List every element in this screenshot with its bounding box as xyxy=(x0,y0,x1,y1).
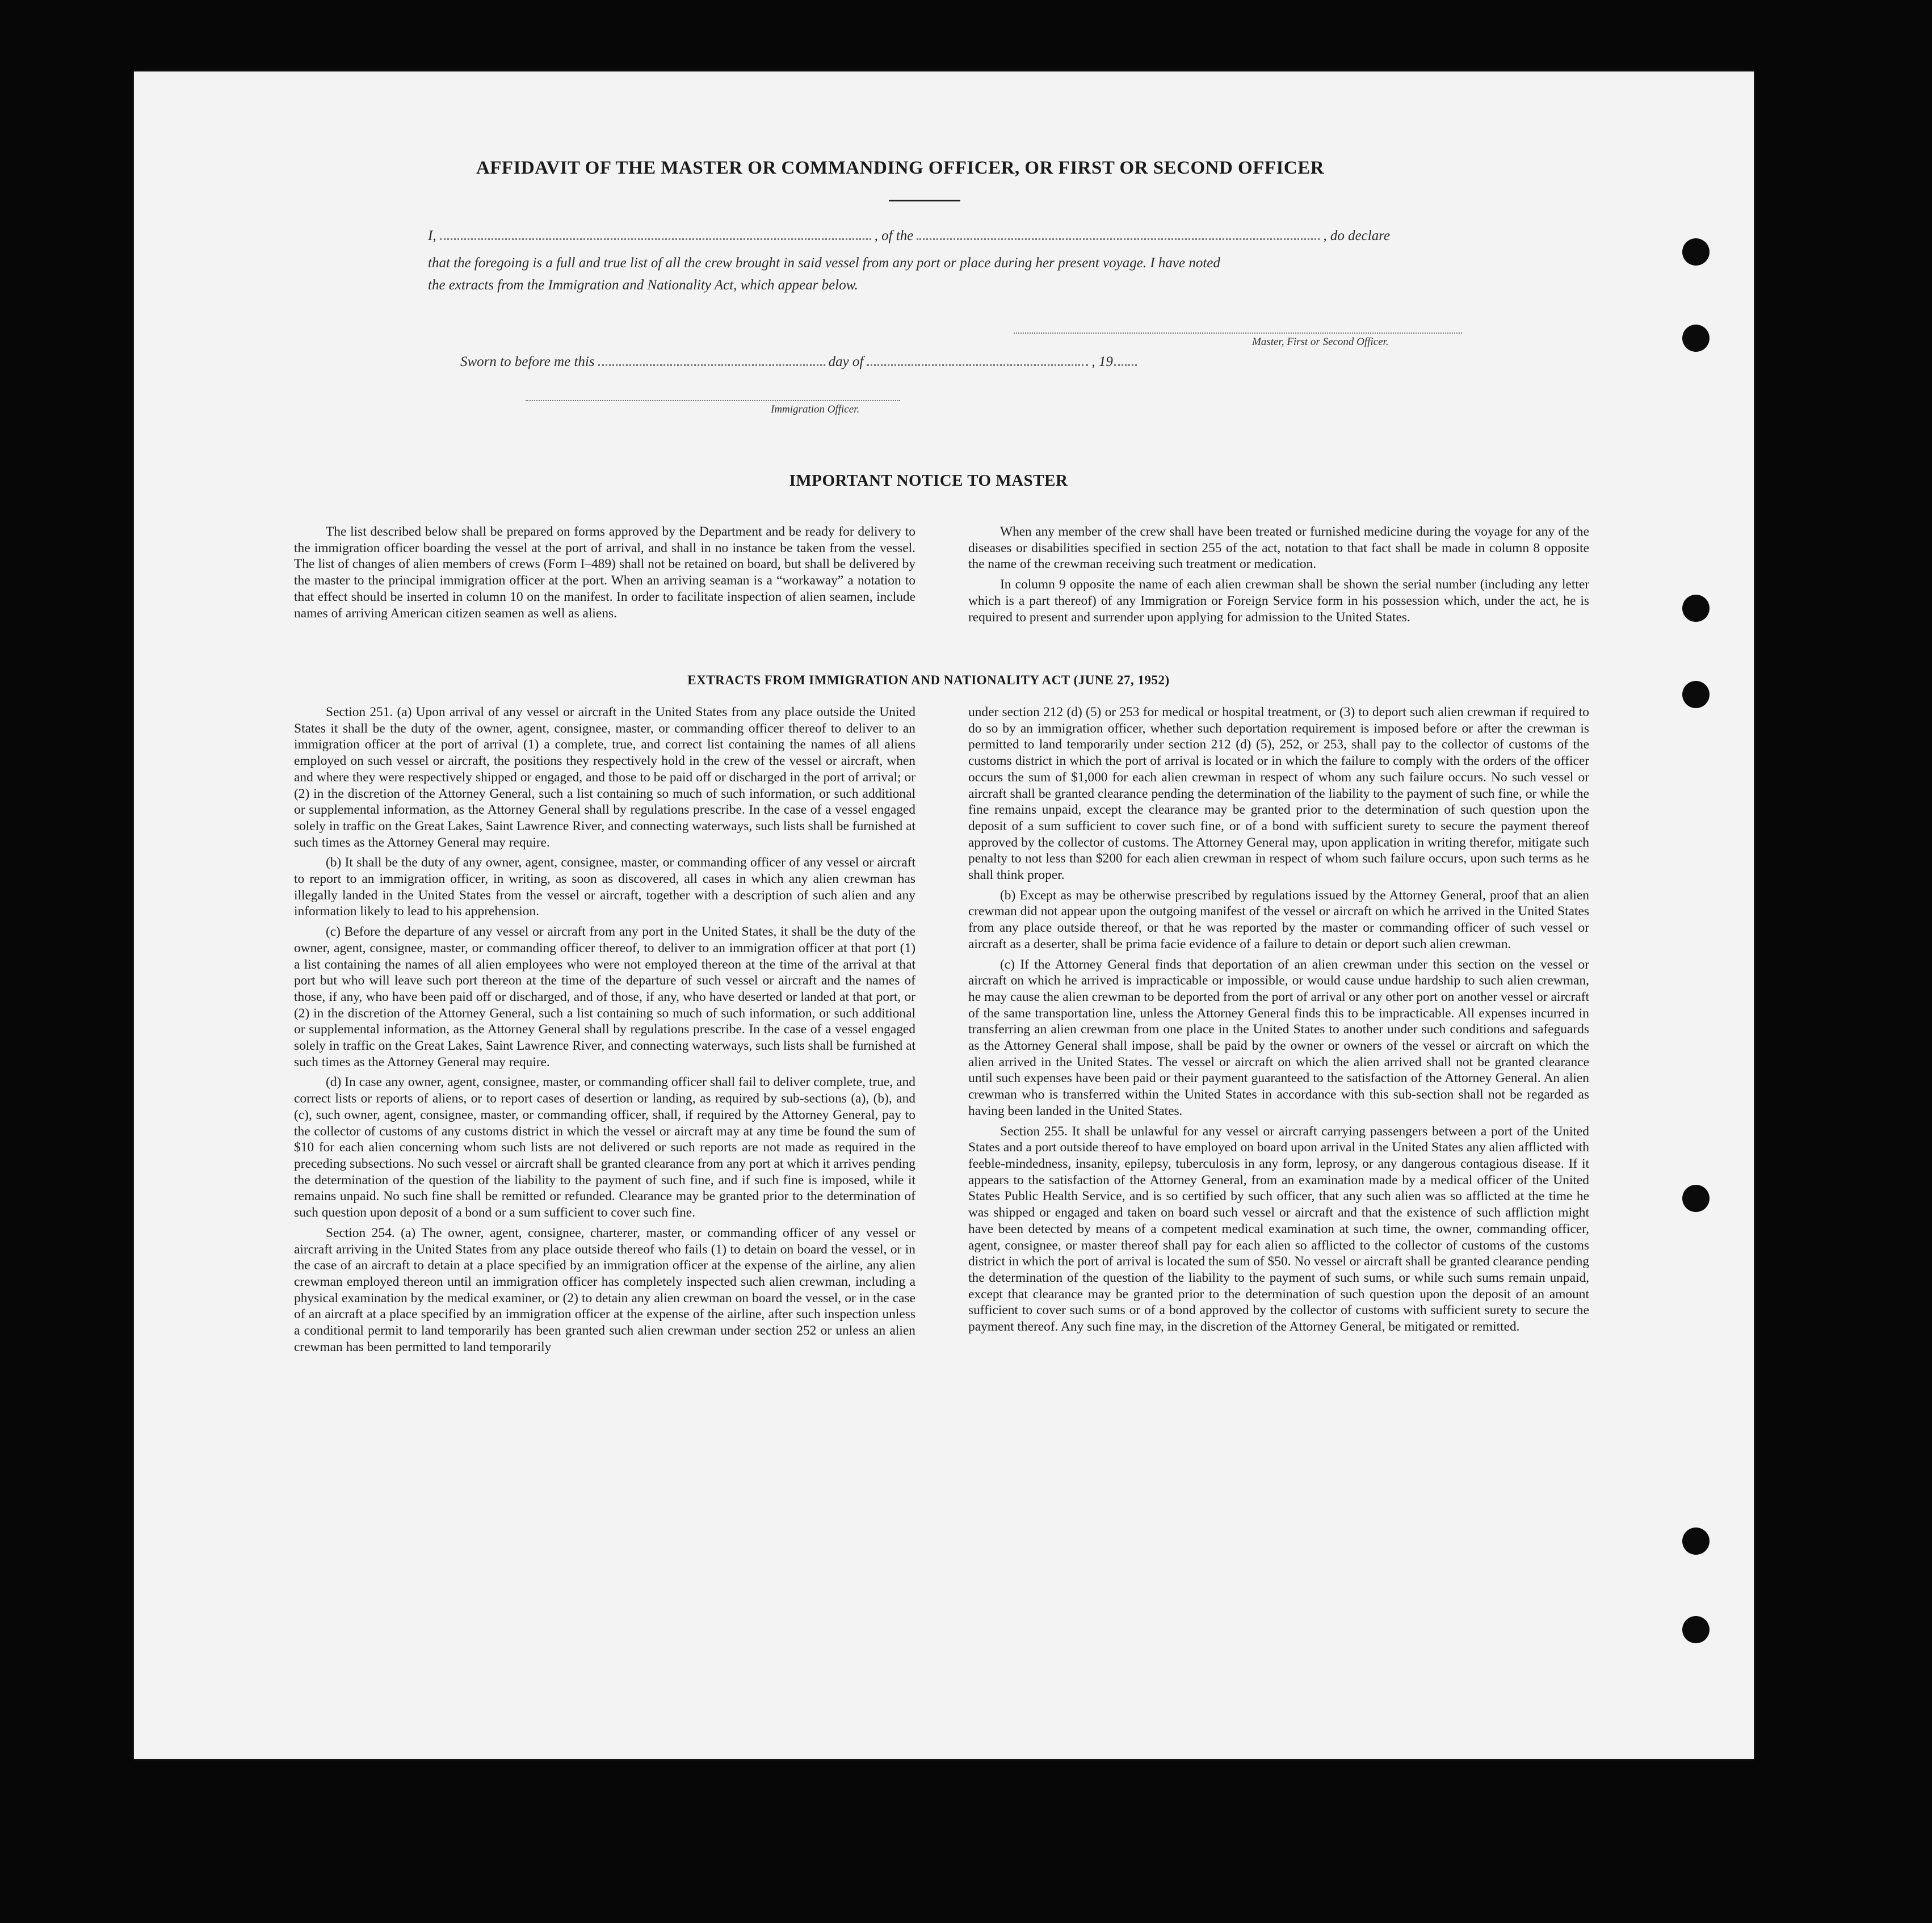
section-paragraph: (b) Except as may be otherwise prescribed by regulations issued by the Attorney General, proof that an alien crewman did not appear upon the outgoing manifest of the vessel or aircraft on which he arrived in the United States from any place outside thereof, or that he was reported by the master or commanding officer of such vessel or aircraft as a deserter, shall be prima facie evidence of a failure to detain or deport such alien crewman. xyxy=(968,887,1589,952)
section-paragraph: (b) It shall be the duty of any owner, agent, consignee, master, or commanding officer of any vessel or aircraft to report to an immigration officer, in writing, as soon as discovered, all cases in which any alien crewman has illegally landed in the United States from the vessel or aircraft, together with a description of such alien and any information likely to lead to his apprehension. xyxy=(294,855,915,919)
section-paragraph: Section 255. It shall be unlawful for any vessel or aircraft carrying passengers between a port of the United States and a port outside thereof to have employed on board upon arrival in the United States any alien afflicted with feeble-mindedness, insanity, epilepsy, tuberculosis in any form, leprosy, or any dangerous contagious disease. If it appears to the satisfaction of the Attorney General, from an examination made by a medical officer of the United States Public Health Service, and is so certified by such officer, that any such alien was so afflicted at the time he was shipped or engaged and taken on board such vessel or aircraft and that the existence of such affliction might have been detected by means of a competent medical examination at such time, the owner, commanding officer, agent, consignee, or master thereof shall pay for each alien so afflicted to the collector of customs of the customs district in which the port of arrival is located the sum of $50. No vessel or aircraft shall be granted clearance pending the determination of the question of the liability to the payment of such sums, or while such sums remain unpaid, except that clearance may be granted prior to the determination of such question upon the deposit of an amount sufficient to cover such sums or of a bond approved by the collector of customs with sufficient surety to secure the payment thereof. Any such fine may, in the discretion of the Attorney General, be mitigated or remitted. xyxy=(968,1123,1589,1335)
notice-title: IMPORTANT NOTICE TO MASTER xyxy=(789,472,1068,490)
master-signature-line xyxy=(1014,333,1462,334)
name-blank xyxy=(440,238,871,240)
day-blank xyxy=(598,364,825,366)
punch-hole xyxy=(1682,1185,1710,1212)
section-paragraph: Section 251. (a) Upon arrival of any vessel or aircraft in the United States from any place outside the United States it shall be the duty of the owner, agent, consignee, master, or commanding officer thereof to deliver to an immigration officer at the port of arrival (1) a complete, true, and correct list containing the names of all aliens employed on such vessel or aircraft, the positions they respectively hold in the crew of the vessel or aircraft, when and where they were respectively shipped or engaged, and those to be paid off or discharged in the port of arrival; or (2) in the discretion of the Attorney General, such a list containing so much of such information, or such additional or supplemental information, as the Attorney General shall by regulations prescribe. In the case of a vessel engaged solely in traffic on the Great Lakes, Saint Lawrence River, and connecting waterways, such lists shall be furnished at such times as the Attorney General may require. xyxy=(294,705,915,850)
section-paragraph: (c) Before the departure of any vessel or aircraft from any port in the United States, it shall be the duty of the owner, agent, consignee, master, or commanding officer thereof, to deliver to an immigration officer at that port (1) a list containing the names of all alien employees who were not employed thereon at the time of the arrival at that port but who will leave such port thereon at the time of the departure of such vessel or aircraft and the names of those, if any, who have been paid off or discharged, and of those, if any, who have deserted or landed at that port, or (2) in the discretion of the Attorney General, such a list containing so much of such information, or such additional or supplemental information, as the Attorney General shall by regulations prescribe. In the case of a vessel engaged solely in traffic on the Great Lakes, Saint Lawrence River, and connecting waterways, such lists shall be furnished at such times as the Attorney General may require. xyxy=(294,924,915,1070)
notice-paragraph: In column 9 opposite the name of each alien crewman shall be shown the serial number (including any letter which is a part thereof) of any Immigration or Foreign Service form in his possession which, under the act, he is required to present and surrender upon applying for admission to the United States. xyxy=(968,577,1589,625)
punch-hole xyxy=(1682,1528,1710,1555)
extracts-left-column xyxy=(294,704,915,1355)
affidavit-declare: , do declare xyxy=(1323,228,1391,243)
affidavit-declaration-line xyxy=(428,228,1390,244)
punch-hole xyxy=(1682,238,1710,266)
year-text: , 19 xyxy=(1091,354,1113,369)
affidavit-line-2: that the foregoing is a full and true list of all the crew brought in said vessel from any port or place during her present voyage. I have noted xyxy=(428,255,1220,271)
extracts-title: EXTRACTS FROM IMMIGRATION AND NATIONALITY ACT (JUNE 27, 1952) xyxy=(687,673,1170,687)
master-signature-label: Master, First or Second Officer. xyxy=(1252,336,1389,348)
section-paragraph: under section 212 (d) (5) or 253 for medical or hospital treatment, or (3) to deport such alien crewman if required to do so by an immigration officer, whether such deportation requirement is imposed before or after the crewman is permitted to land temporarily under section 212 (d) (5), 252, or 253, shall pay to the collector of customs of the customs district in which the port of arrival is located or in which the failure to comply with the orders of the officer occurs the sum of $1,000 for each alien crewman in respect of whom any such failure occurs. No such vessel or aircraft shall be granted clearance pending the determination of the liability to the payment of such fine, or while the fine remains unpaid, except the clearance may be granted prior to the determination of such question upon the deposit of a sum sufficient to cover such fine, or of a bond with sufficient surety to secure the payment thereof approved by the collector of customs. The Attorney General may, upon application in writing therefor, mitigate such penalty to not less than $200 for each alien crewman in respect of whom such failure occurs, upon such terms as he shall think proper. xyxy=(968,705,1589,883)
sworn-text: Sworn to before me this xyxy=(460,354,595,369)
notice-paragraph: When any member of the crew shall have been treated or furnished medicine during the voyage for any of the diseases or disabilities specified in section 255 of the act, notation to that fact shall be made in column 8 opposite the name of the crewman receiving such treatment or medication. xyxy=(968,524,1589,572)
day-of-text: day of xyxy=(828,354,864,369)
vessel-blank xyxy=(917,238,1320,240)
extracts-right-column xyxy=(968,704,1589,1335)
affidavit-title: AFFIDAVIT OF THE MASTER OR COMMANDING OFFICER, OR FIRST OR SECOND OFFICER xyxy=(476,158,1325,178)
notice-paragraph: The list described below shall be prepared on forms approved by the Department and be ready for delivery to the immigration officer boarding the vessel at the port of arrival, and shall in no instance be taken from the vessel. The list of changes of alien members of crews (Form I–489) shall not be retained on board, but shall be delivered by the master to the principal immigration officer at the port. When an arriving seaman is a “workaway” a notation to that effect should be inserted in column 10 on the manifest. In order to facilitate inspection of alien seamen, include names of arriving American citizen seamen as well as aliens. xyxy=(294,524,915,621)
punch-hole xyxy=(1682,595,1710,622)
punch-hole xyxy=(1682,1616,1710,1643)
month-blank xyxy=(867,364,1088,366)
punch-hole xyxy=(1682,325,1710,352)
affidavit-line-3: the extracts from the Immigration and Nationality Act, which appear below. xyxy=(428,277,858,293)
year-blank xyxy=(1114,364,1137,366)
section-paragraph: Section 254. (a) The owner, agent, consignee, charterer, master, or commanding officer of any vessel or aircraft arriving in the United States from any place outside thereof who fails (1) to detain on board the vessel, or in the case of an aircraft to detain at a place specified by an immigration officer at the expense of the airline, any alien crewman employed thereon until an immigration officer has completely inspected such alien crewman, including a physical examination by the medical examiner, or (2) to detain any alien crewman on board the vessel, or in the case of an aircraft at a place specified by an immigration officer at the expense of the airline, after such inspection unless a conditional permit to land temporarily has been granted such alien crewman under section 252 or unless an alien crewman has been permitted to land temporarily xyxy=(294,1225,915,1354)
punch-hole xyxy=(1682,681,1710,708)
immigration-signature-line xyxy=(526,400,900,401)
section-paragraph: (c) If the Attorney General finds that deportation of an alien crewman under this section on the vessel or aircraft on which he arrived is impracticable or impossible, or would cause undue hardship to such alien crewman, he may cause the alien crewman to be deported from the port of arrival or any other port on another vessel or aircraft of the same transportation line, unless the Attorney General finds this to be impracticable. All expenses incurred in transferring an alien crewman from one place in the United States to another under such conditions and safeguards as the Attorney General shall impose, shall be paid by the owner or owners of the vessel or aircraft on which the alien arrived in the United States. The vessel or aircraft on which the alien arrived shall not be granted clearance until such expenses have been paid or their payment guaranteed to the satisfaction of the Attorney General. An alien crewman who is transferred within the United States in accordance with this sub-section shall not be regarded as having been landed in the United States. xyxy=(968,957,1589,1118)
immigration-signature-label: Immigration Officer. xyxy=(771,403,860,415)
title-underline xyxy=(889,200,960,201)
sworn-line xyxy=(460,354,1140,370)
document-page xyxy=(134,71,1754,1759)
affidavit-of-the: , of the xyxy=(874,228,914,243)
section-paragraph: (d) In case any owner, agent, consignee, master, or commanding officer shall fail to deliver complete, true, and correct lists or reports of aliens, or to report cases of desertion or landing, as required by sub-sections (a), (b), and (c), such owner, agent, consignee, master, or commanding officer, shall, if required by the Attorney General, pay to the collector of customs of any customs district in which the vessel or aircraft may at any time be found the sum of $10 for each alien concerning whom such lists are not delivered or such reports are not made as required in the preceding subsections. No such vessel or aircraft shall be granted clearance from any port at which it arrives pending the determination of the question of the liability to the payment of such fine, and if such fine is imposed, while it remains unpaid. No such fine shall be remitted or refunded. Clearance may be granted prior to the determination of such question upon deposit of a bond or a sum sufficient to cover such fine. xyxy=(294,1075,915,1221)
notice-right-column xyxy=(968,524,1589,625)
affidavit-i: I, xyxy=(428,228,436,243)
notice-left-column xyxy=(294,524,915,621)
